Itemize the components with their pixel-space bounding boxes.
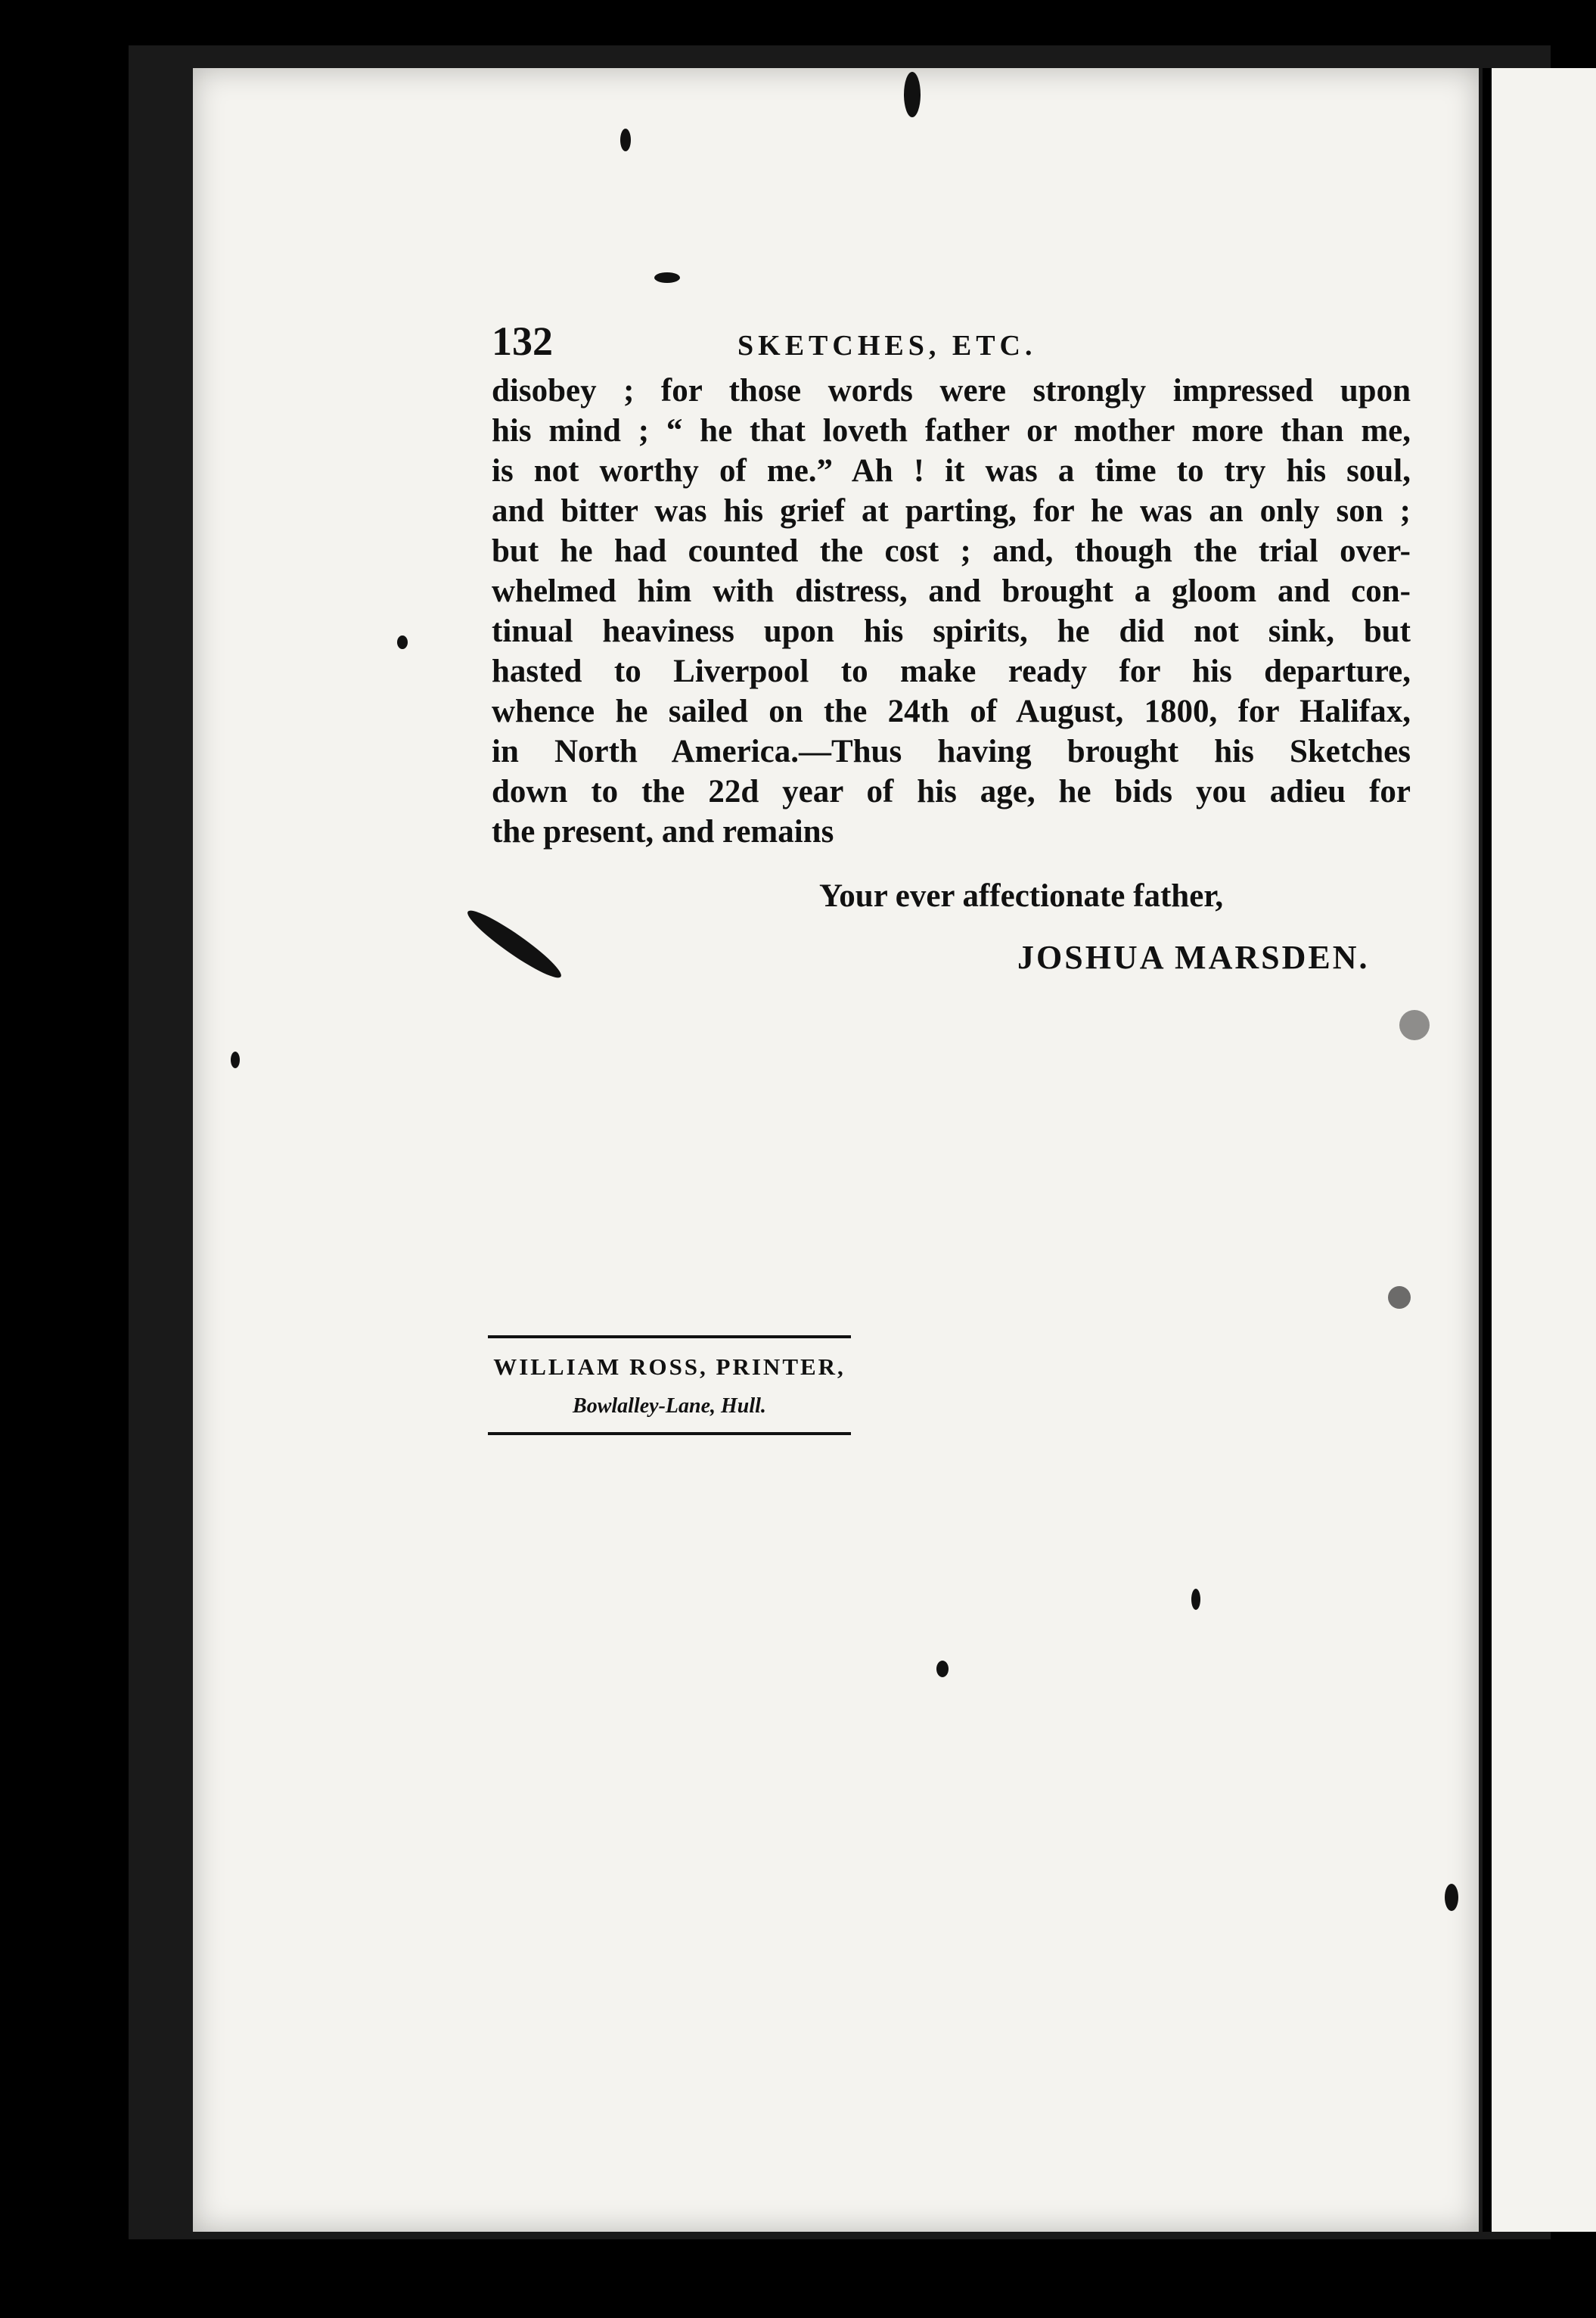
printer-address: Bowlalley-Lane, Hull.: [573, 1394, 766, 1418]
body-line: and bitter was his grief at parting, for he was an only son ;: [492, 493, 1411, 529]
body-line: is not worthy of me.” Ah ! it was a time to try his soul,: [492, 453, 1411, 489]
body-line: disobey ; for those words were strongly impressed upon: [492, 373, 1411, 409]
closing-signoff: Your ever affectionate father,: [819, 878, 1224, 914]
scan-speck: [654, 272, 680, 283]
body-line: in North America.—Thus having brought his Sketches: [492, 734, 1411, 769]
scan-speck: [397, 635, 408, 649]
scan-speck: [620, 129, 631, 151]
page-gutter-rule: [1483, 68, 1492, 2232]
printer-imprint: [488, 1335, 851, 1435]
body-line: but he had counted the cost ; and, though the trial over-: [492, 533, 1411, 569]
printer-name: WILLIAM ROSS, PRINTER,: [493, 1353, 846, 1380]
facing-page-edge: [1492, 68, 1596, 2232]
body-line: whence he sailed on the 24th of August, 1800, for Halifax,: [492, 694, 1411, 729]
page-number: 132: [492, 318, 553, 364]
author-signature: JOSHUA MARSDEN.: [1017, 939, 1370, 976]
body-line: hasted to Liverpool to make ready for his departure,: [492, 654, 1411, 689]
running-head-title: SKETCHES, ETC.: [737, 330, 1037, 362]
body-line: down to the 22d year of his age, he bids you adieu for: [492, 774, 1411, 809]
scan-speck: [1191, 1589, 1200, 1610]
scan-speck: [1399, 1010, 1430, 1040]
scan-speck: [231, 1052, 240, 1068]
scan-speck: [936, 1661, 949, 1677]
body-line: the present, and remains: [492, 814, 834, 850]
body-line: tinual heaviness upon his spirits, he did not sink, but: [492, 614, 1411, 649]
body-line: whelmed him with distress, and brought a gloom and con-: [492, 573, 1411, 609]
scan-speck: [1388, 1286, 1411, 1309]
scan-speck: [904, 72, 921, 117]
body-line: his mind ; “ he that loveth father or mother more than me,: [492, 413, 1411, 449]
running-head: [492, 318, 1411, 371]
scan-speck: [1445, 1884, 1458, 1911]
main-text: [492, 318, 1411, 852]
